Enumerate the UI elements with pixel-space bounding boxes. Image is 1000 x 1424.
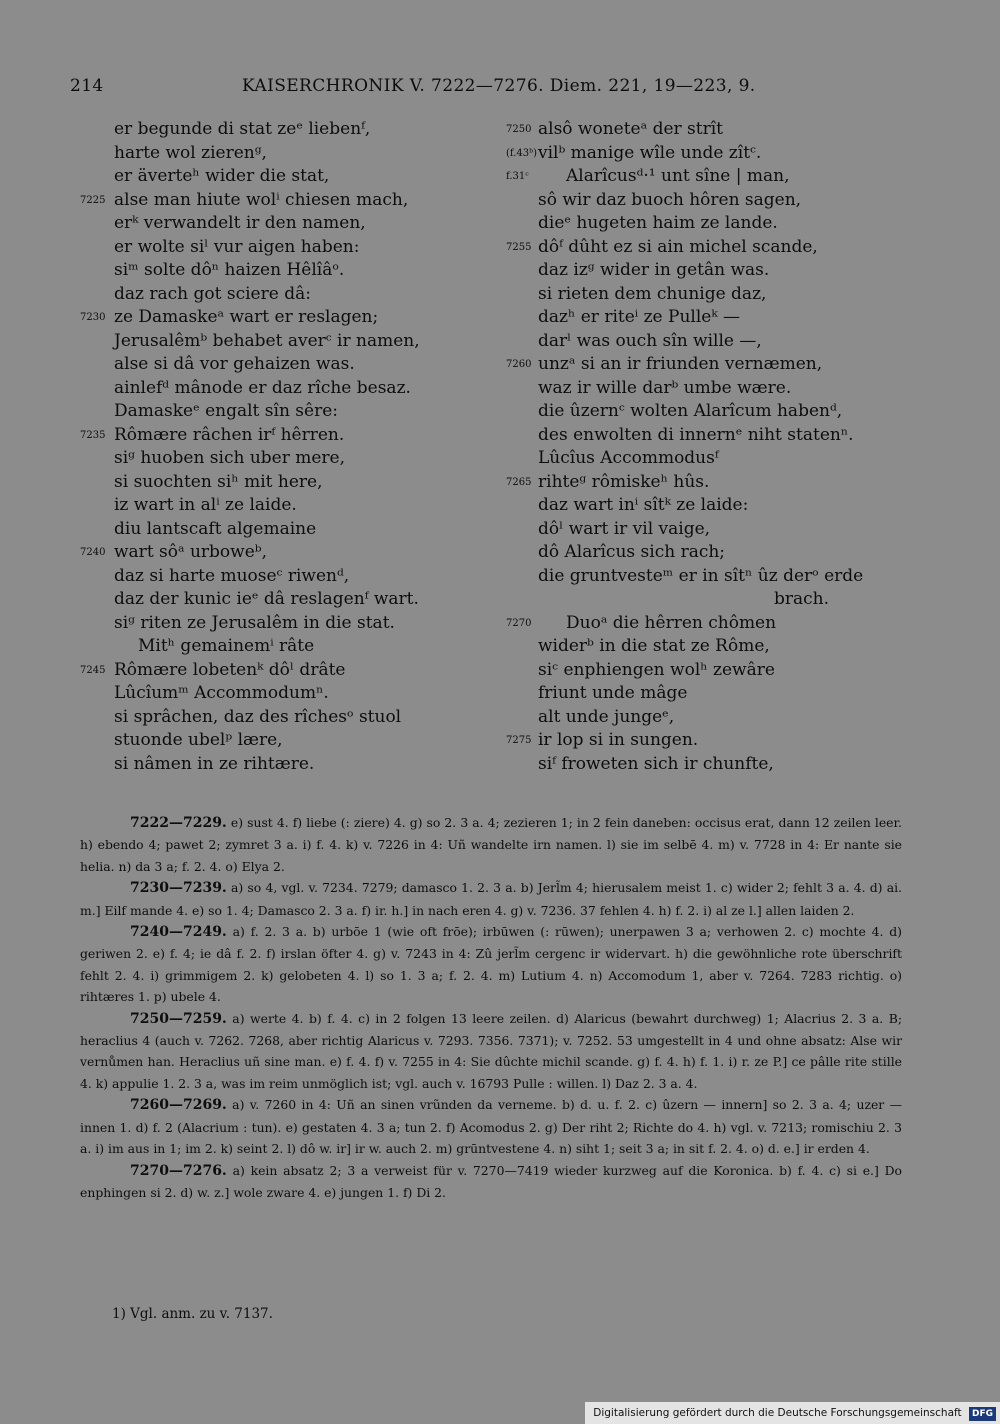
- verse-text: des enwolten di innernᵉ niht statenⁿ.: [538, 424, 854, 445]
- verse-text: dôˡ wart ir vil vaige,: [538, 518, 711, 539]
- verse-number: 7235: [80, 429, 106, 441]
- page-number: 214: [70, 76, 104, 96]
- verse-line: [494, 682, 914, 706]
- dfg-logo: DFG: [969, 1407, 996, 1421]
- verse-line: [0, 612, 500, 636]
- verse-line: [0, 565, 500, 589]
- verse-line: [0, 259, 500, 283]
- verse-text: er wolte siˡ vur aigen haben:: [114, 236, 360, 257]
- verse-text: die ûzernᶜ wolten Alarîcum habenᵈ,: [538, 401, 843, 421]
- verse-line: [0, 471, 500, 495]
- apparatus-entry: [80, 877, 902, 921]
- verse-text: ainlefᵈ mânode er daz rîche besaz.: [114, 377, 411, 398]
- verse-text: Rômære lobetenᵏ dôˡ drâte: [114, 659, 346, 680]
- verse-line: [494, 377, 914, 401]
- verse-line: [0, 118, 500, 142]
- verse-text: waz ir wille darᵇ umbe wære.: [538, 377, 792, 398]
- verse-line: [494, 447, 914, 471]
- verse-line: [494, 189, 914, 213]
- verse-number: 7265: [506, 476, 532, 488]
- verse-text: siᶜ enphiengen wolʰ zewâre: [538, 659, 775, 680]
- verse-text: daz wart inⁱ sîtᵏ ze laide:: [538, 495, 749, 515]
- verse-number: 7275: [506, 735, 532, 746]
- apparatus-range: 7270—7276.: [130, 1162, 227, 1179]
- apparatus-range: 7230—7239.: [130, 880, 227, 897]
- verse-line: [0, 377, 500, 401]
- verse-number: 7255: [506, 241, 532, 253]
- verse-text: Lûcîus Accommodusᶠ: [538, 448, 719, 468]
- verse-text: Mitʰ gemainemⁱ râte: [138, 636, 315, 656]
- apparatus-text: a) f. 2. 3 a. b) urbōe 1 (wie oft frōe); irbūwen (: rūwen); unerpawen 3 a; verhowen 2. c) mochte 4. d) geriwen 2. e) f. 4; ie dâ f. 2. f) irslan öfter 4. g) v. 7243 in 4: Zû jerl̃m cergenc ir widervart. h) die gewöhnliche rote überschrift fehlt 2. 4. i) grimmigem 2. k) gelobeten 4. l) so 1. 3 a; f. 2. 4. m) Lutium 4. n) Accomodum 1, aber v. 7264. 7283 richtig. o) rihtæres 1. p) ubele 4.: [80, 924, 902, 1005]
- verse-text: dô Alarîcus sich rach;: [538, 542, 726, 562]
- critical-apparatus: [80, 812, 902, 1203]
- verse-text: alse man hiute wolⁱ chiesen mach,: [114, 189, 409, 210]
- verse-number: (f.43ᵇ): [506, 147, 538, 159]
- verse-text: er begunde di stat zeᵉ liebenᶠ,: [114, 119, 371, 139]
- verse-text: siᵍ huoben sich uber mere,: [114, 448, 346, 468]
- verse-text: wart sôᵃ urboweᵇ,: [114, 542, 267, 562]
- left-verse-column: [0, 118, 500, 776]
- verse-text: darˡ was ouch sîn wille —,: [538, 330, 762, 351]
- verse-text: Alarîcusᵈ·¹ unt sîne | man,: [566, 166, 790, 186]
- verse-text: unzᵃ si an ir friunden vernæmen,: [538, 354, 823, 374]
- apparatus-text: a) v. 7260 in 4: Uñ an sinen vrũnden da verneme. b) d. u. f. 2. c) ûzern — innern] so 2. 3 a. 4; uzer — innen 1. d) f. 2 (Alacrium : tun). e) gestaten 4. 3 a; tun 2. f) Acomodus 2. g) Der riht 2; Richte do 4. h) vgl. v. 7213; romischiu 2. 3 a. i) im aus in 1; im 2. k) seint 2. l) dô w. ir] ir w. auch 2. m) grūntvestene 4. n) siht 1; seit 3 a; in sit f. 2. 4. o) d. e.] ir erden 4.: [80, 1097, 902, 1157]
- verse-line: [494, 165, 914, 189]
- apparatus-range: 7260—7269.: [130, 1097, 227, 1114]
- verse-line: [494, 142, 914, 166]
- apparatus-range: 7250—7259.: [130, 1010, 227, 1027]
- verse-text: daz rach got sciere dâ:: [114, 283, 311, 304]
- verse-number: 7225: [80, 194, 106, 206]
- verse-text: harte wol zierenᵍ,: [114, 142, 267, 163]
- apparatus-text: e) sust 4. f) liebe (: ziere) 4. g) so 2. 3 a. 4; zezieren 1; in 2 fein daneben: occisus erat, dann 12 zeilen leer. h) ebendo 4; pawet 2; zymret 3 a. i) f. 4. k) v. 7226 in 4: Uñ wandelte irn namen. l) sie im selbē 4. m) v. 7728 in 4: Er nante sie helia. n) da 3 a; f. 2. 4. o) Elya 2.: [80, 815, 902, 874]
- verse-line: [0, 330, 500, 354]
- verse-line: [0, 753, 500, 777]
- verse-line: [494, 541, 914, 565]
- verse-text: ir lop si in sungen.: [538, 730, 699, 750]
- verse-text: brach.: [774, 589, 830, 609]
- verse-text: si nâmen in ze rihtære.: [114, 753, 315, 774]
- verse-line: [0, 729, 500, 753]
- verse-text: diu lantscaft algemaine: [114, 518, 317, 539]
- verse-line: [0, 212, 500, 236]
- verse-text: sô wir daz buoch hôren sagen,: [538, 189, 802, 210]
- apparatus-text: a) so 4, vgl. v. 7234. 7279; damasco 1. 2. 3 a. b) Jerl̃m 4; hierusalem meist 1. c) wider 2; fehlt 3 a. 4. d) ai. m.] Eilf mande 4. e) so 1. 4; Damasco 2. 3 a. f) ir. h.] in nach eren 4. g) v. 7236. 37 fehlen 4. h) f. 2. i) al ze l.] allen laiden 2.: [80, 880, 902, 918]
- verse-line: [494, 518, 914, 542]
- verse-number: 7245: [80, 664, 106, 676]
- verse-line: [0, 588, 500, 612]
- verse-line: [0, 165, 500, 189]
- verse-text: vilᵇ manige wîle unde zîtᶜ.: [538, 142, 762, 163]
- verse-text: siᶠ froweten sich ir chunfte,: [538, 753, 774, 774]
- apparatus-text: a) werte 4. b) f. 4. c) in 2 folgen 13 leere zeilen. d) Alaricus (bewahrt durchweg) 1; Alacrius 2. 3 a. B; heraclius 4 (auch v. 7262. 7268, aber richtig Alaricus v. 7293. 7356. 7371); v. 7252. 53 umgestellt in 4 und ohne absatz: Alse wir vernůmen han. Heraclius uñ sine man. e) f. 4. f) v. 7255 in 4: Sie dûchte michil scande. g) f. 4. h) f. 1. i) r. ze P.] ce pâlle rite stille 4. k) appulie 1. 2. 3 a, was im reim unmöglich ist; vgl. auch v. 16793 Pulle : willen. l) Daz 2. 3 a. 4.: [80, 1010, 902, 1091]
- verse-text: dieᵉ hugeten haim ze lande.: [538, 213, 778, 233]
- verse-line: [0, 541, 500, 565]
- verse-text: daz si harte muoseᶜ riwenᵈ,: [114, 565, 350, 586]
- apparatus-text: a) kein absatz 2; 3 a verweist für v. 7270—7419 wieder kurzweg auf die Koronica. b) f. 4. c) si e.] Do enphingen si 2. d) w. z.] wole zware 4. e) jungen 1. f) Di 2.: [80, 1162, 902, 1200]
- verse-text: iz wart in alⁱ ze laide.: [114, 495, 297, 515]
- verse-text: Jerusalêmᵇ behabet averᶜ ir namen,: [114, 330, 420, 351]
- verse-text: Duoᵃ die hêrren chômen: [566, 612, 777, 633]
- verse-line: [494, 353, 914, 377]
- verse-text: er äverteʰ wider die stat,: [114, 166, 330, 186]
- verse-line: [0, 518, 500, 542]
- verse-line: [0, 447, 500, 471]
- right-verse-column: [494, 118, 914, 776]
- verse-text: Rômære râchen irᶠ hêrren.: [114, 424, 345, 445]
- verse-text: dôᶠ dûht ez si ain michel scande,: [538, 236, 818, 257]
- verse-text: stuonde ubelᵖ lære,: [114, 730, 283, 750]
- verse-line: [0, 659, 500, 683]
- verse-line: [494, 494, 914, 518]
- verse-text: dazʰ er riteⁱ ze Pulleᵏ —: [538, 307, 740, 327]
- verse-text: friunt unde mâge: [538, 683, 688, 703]
- verse-line: [0, 635, 500, 659]
- verse-line: [494, 706, 914, 730]
- verse-text: alse si dâ vor gehaizen was.: [114, 354, 355, 374]
- apparatus-entry: [80, 1008, 902, 1095]
- verse-line: [494, 259, 914, 283]
- verse-line: [0, 236, 500, 260]
- verse-number: 7270: [506, 617, 532, 629]
- verse-line: [0, 142, 500, 166]
- verse-number: f.31ᶜ: [506, 171, 529, 182]
- verse-line: [494, 659, 914, 683]
- dfg-banner-text: Digitalisierung gefördert durch die Deutsche Forschungsgemeinschaft: [593, 1407, 962, 1419]
- verse-line: [494, 588, 914, 612]
- verse-line: [494, 400, 914, 424]
- verse-number: 7250: [506, 124, 532, 135]
- verse-line: [494, 471, 914, 495]
- running-header: [70, 76, 940, 102]
- verse-line: [0, 283, 500, 307]
- running-title: KAISERCHRONIK V. 7222—7276. Diem. 221, 19—223, 9.: [242, 76, 756, 96]
- verse-line: [0, 706, 500, 730]
- verse-line: [0, 424, 500, 448]
- apparatus-entry: [80, 1160, 902, 1204]
- verse-text: si rieten dem chunige daz,: [538, 283, 767, 304]
- verse-text: alt unde jungeᵉ,: [538, 706, 675, 727]
- verse-line: [0, 353, 500, 377]
- verse-line: [494, 635, 914, 659]
- verse-text: si sprâchen, daz des rîchesᵒ stuol: [114, 706, 402, 727]
- verse-text: rihteᵍ rômiskeʰ hûs.: [538, 471, 710, 492]
- verse-text: daz der kunic ieᵉ dâ reslagenᶠ wart.: [114, 589, 419, 609]
- verse-line: [0, 494, 500, 518]
- verse-line: [494, 424, 914, 448]
- verse-line: [0, 400, 500, 424]
- verse-text: siᵍ riten ze Jerusalêm in die stat.: [114, 612, 395, 633]
- verse-text: ze Damaskeᵃ wart er reslagen;: [114, 307, 379, 327]
- verse-line: [0, 682, 500, 706]
- verse-text: widerᵇ in die stat ze Rôme,: [538, 636, 770, 656]
- verse-line: [494, 118, 914, 142]
- verse-line: [0, 306, 500, 330]
- apparatus-entry: [80, 812, 902, 877]
- verse-text: Lûcîumᵐ Accommodumⁿ.: [114, 683, 329, 703]
- verse-text: siᵐ solte dôⁿ haizen Hêlîâᵒ.: [114, 260, 345, 280]
- verse-line: [494, 306, 914, 330]
- verse-line: [494, 330, 914, 354]
- verse-number: 7230: [80, 312, 106, 323]
- verse-text: alsô woneteᵃ der strît: [538, 119, 724, 139]
- verse-line: [494, 612, 914, 636]
- verse-number: 7260: [506, 359, 532, 370]
- verse-text: erᵏ verwandelt ir den namen,: [114, 213, 366, 233]
- verse-line: [494, 729, 914, 753]
- apparatus-entry: [80, 1094, 902, 1159]
- apparatus-range: 7222—7229.: [130, 815, 227, 831]
- verse-number: 7240: [80, 547, 106, 558]
- verse-line: [494, 212, 914, 236]
- verse-line: [0, 189, 500, 213]
- verse-text: daz izᵍ wider in getân was.: [538, 260, 770, 280]
- footnote: 1) Vgl. anm. zu v. 7137.: [112, 1306, 273, 1322]
- dfg-banner: [585, 1402, 1000, 1424]
- verse-line: [494, 565, 914, 589]
- apparatus-range: 7240—7249.: [130, 924, 227, 941]
- verse-line: [494, 236, 914, 260]
- verse-line: [494, 753, 914, 777]
- verse-line: [494, 283, 914, 307]
- verse-text: Damaskeᵉ engalt sîn sêre:: [114, 401, 339, 421]
- apparatus-entry: [80, 921, 902, 1008]
- verse-text: die gruntvesteᵐ er in sîtⁿ ûz derᵒ erde: [538, 565, 864, 586]
- verse-text: si suochten siʰ mit here,: [114, 471, 323, 492]
